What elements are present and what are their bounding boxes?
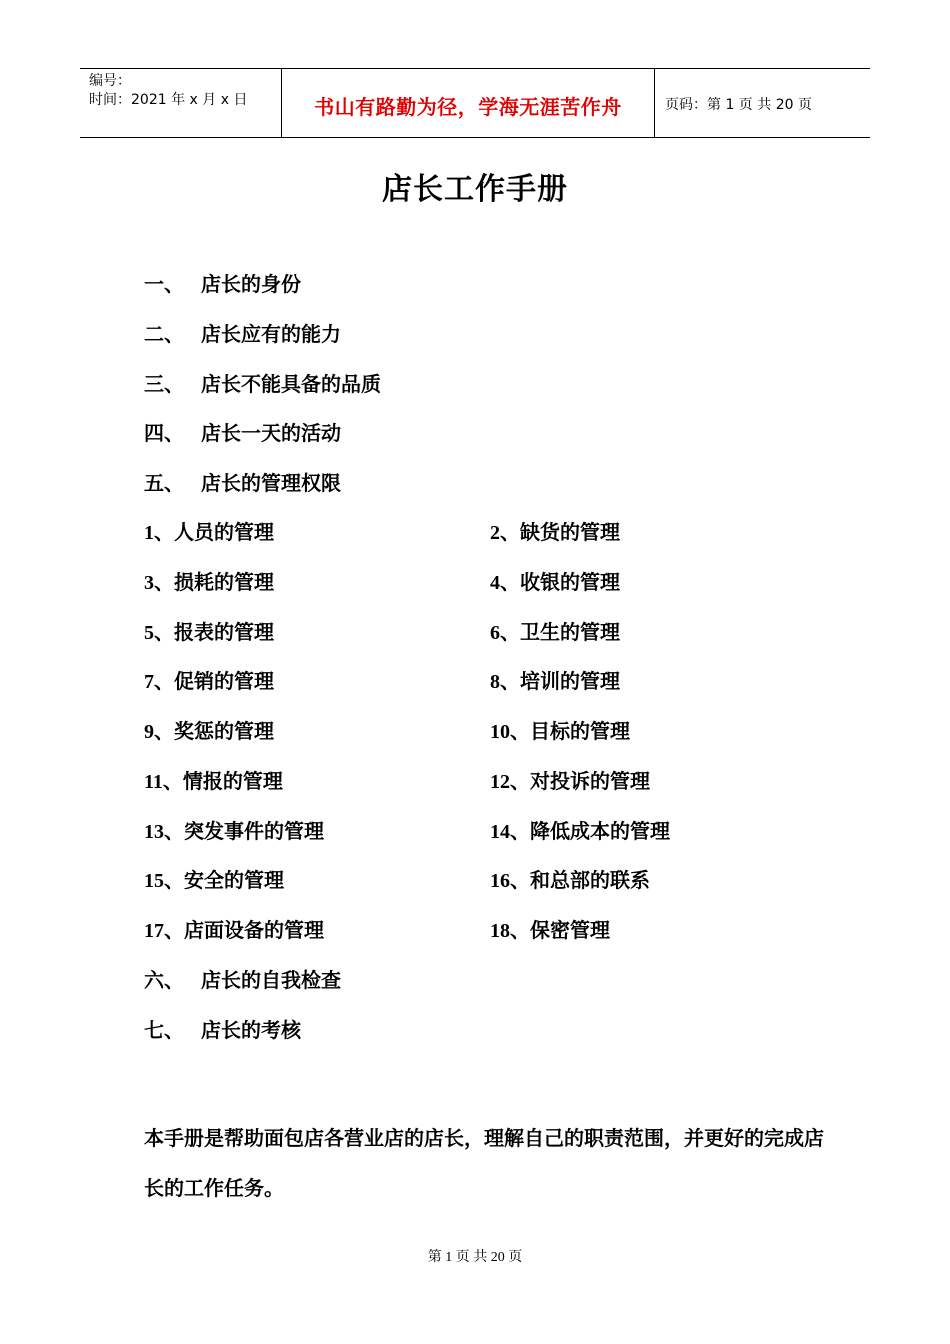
toc-number: 六、 [144,968,184,992]
permission-text: 、降低成本的管理 [510,819,670,843]
permission-text: 、促销的管理 [154,669,274,693]
permission-text: 、人员的管理 [154,520,274,544]
number-label: 编号： [89,73,131,89]
permission-item [490,767,650,796]
intro-paragraph: 本手册是帮助面包店各营业店的店长，理解自己的职责范围，并更好的完成店长的工作任务。 [144,1126,824,1200]
permission-number: 5 [144,622,154,644]
toc-text: 店长的身份 [201,272,301,296]
permission-number: 7 [144,671,154,693]
toc-item [144,270,301,298]
permission-number: 16 [490,870,510,892]
permission-number: 6 [490,622,500,644]
permission-number: 14 [490,821,510,843]
permission-text: 、报表的管理 [154,620,274,644]
permission-item [490,916,610,945]
toc-text: 店长的考核 [201,1018,301,1042]
permission-text: 、卫生的管理 [500,620,620,644]
toc-item [144,966,341,994]
permission-item [144,866,284,895]
permission-number: 8 [490,671,500,693]
permission-text: 、目标的管理 [510,719,630,743]
permission-text: 、培训的管理 [500,669,620,693]
permission-item [144,618,274,647]
permission-text: 、对投诉的管理 [510,769,650,793]
toc-number: 三、 [144,372,184,396]
permission-text: 、和总部的联系 [510,868,650,892]
time-label: 时间：2021 年 x 月 x 日 [89,92,248,108]
toc-number: 四、 [144,421,184,445]
permission-text: 、损耗的管理 [154,570,274,594]
permission-text: 、店面设备的管理 [164,918,324,942]
toc-text: 店长的自我检查 [201,968,341,992]
permission-text: 、突发事件的管理 [164,819,324,843]
permission-text: 、缺货的管理 [500,520,620,544]
document-header [80,68,870,138]
permission-number: 11 [144,771,163,793]
permission-text: 、情报的管理 [162,769,283,793]
toc-number: 五、 [144,471,184,495]
permission-number: 9 [144,721,154,743]
permission-item [490,817,670,846]
permission-text: 、保密管理 [510,918,610,942]
toc-text: 店长一天的活动 [201,421,341,445]
permission-number: 3 [144,572,154,594]
toc-item [144,419,341,447]
header-motto: 书山有路勤为径，学海无涯苦作舟 [282,69,655,137]
toc-number: 七、 [144,1018,184,1042]
document-title: 店长工作手册 [382,172,568,207]
toc-text: 店长不能具备的品质 [201,372,381,396]
permission-text: 、奖惩的管理 [154,719,274,743]
permission-number: 1 [144,522,154,544]
toc-item [144,370,381,398]
permission-item [144,518,274,547]
permission-item [144,817,324,846]
permission-item [490,717,630,746]
permission-item [490,568,620,597]
permission-text: 、安全的管理 [164,868,284,892]
permission-text: 、收银的管理 [500,570,620,594]
toc-text: 店长应有的能力 [201,322,341,346]
permission-number: 15 [144,870,164,892]
permission-item [144,767,283,796]
toc-item [144,320,341,348]
permission-number: 13 [144,821,164,843]
toc-item [144,469,341,497]
permission-item [144,667,274,696]
permission-number: 18 [490,920,510,942]
permission-item [144,916,324,945]
toc-number: 二、 [144,322,184,346]
permission-item [490,866,650,895]
header-page-info: 页码：第 1 页 共 20 页 [665,97,812,113]
permission-number: 2 [490,522,500,544]
permission-item [490,518,620,547]
permission-number: 17 [144,920,164,942]
toc-item [144,1016,301,1044]
permission-number: 10 [490,721,510,743]
page-footer: 第 1 页 共 20 页 [427,1250,523,1265]
permission-item [490,618,620,647]
permission-item [144,568,274,597]
permission-item [490,667,620,696]
toc-number: 一、 [144,272,184,296]
header-meta [80,69,282,137]
permission-number: 12 [490,771,510,793]
permission-item [144,717,274,746]
permission-number: 4 [490,572,500,594]
toc-text: 店长的管理权限 [201,471,341,495]
